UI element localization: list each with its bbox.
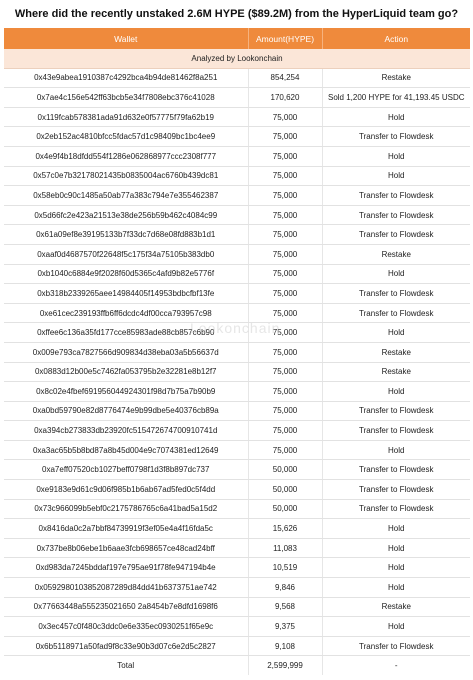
table-row <box>4 382 470 402</box>
table-row <box>4 401 470 421</box>
amount-cell: 75,000 <box>248 303 322 323</box>
col-header-wallet: Wallet <box>4 28 248 49</box>
wallet-cell: 0x737be8b06ebe1b6aae3fcb698657ce48cad24bff <box>4 538 248 558</box>
table-row <box>4 342 470 362</box>
action-cell: Restake <box>322 68 470 88</box>
wallet-cell: 0xa0bd59790e82d8776474e9b99dbe5e40376cb89a <box>4 401 248 421</box>
table-row <box>4 323 470 343</box>
table-row <box>4 186 470 206</box>
wallet-cell: 0x7ae4c156e542ff63bcb5e34f7808ebc376c41028 <box>4 88 248 108</box>
action-cell: Transfer to Flowdesk <box>322 636 470 656</box>
amount-cell: 9,568 <box>248 597 322 617</box>
col-header-action: Action <box>322 28 470 49</box>
action-cell: Hold <box>322 166 470 186</box>
table-row <box>4 617 470 637</box>
analyzed-by-row <box>4 49 470 68</box>
amount-cell: 75,000 <box>248 342 322 362</box>
amount-cell: 75,000 <box>248 225 322 245</box>
wallet-cell: 0x6b5118971a50fad9f8c33e90b3d07c6e2d5c2827 <box>4 636 248 656</box>
wallet-cell: 0x61a09ef8e39195133b7f33dc7d68e08fd883b1d1 <box>4 225 248 245</box>
table-row <box>4 499 470 519</box>
amount-cell: 75,000 <box>248 264 322 284</box>
amount-cell: 50,000 <box>248 499 322 519</box>
wallet-cell: 0xa394cb273833db23920fc515472674700910741d <box>4 421 248 441</box>
wallet-cell: 0xb1040c6884e9f2028f60d5365c4afd9b82e5776f <box>4 264 248 284</box>
action-cell: Transfer to Flowdesk <box>322 499 470 519</box>
action-cell: Hold <box>322 617 470 637</box>
wallet-table <box>4 28 470 675</box>
wallet-cell: 0x009e793ca7827566d909834d38eba03a5b56637d <box>4 342 248 362</box>
wallet-cell: 0x58eb0c90c1485a50ab77a383c794e7e355462387 <box>4 186 248 206</box>
table-row <box>4 460 470 480</box>
action-cell: Restake <box>322 597 470 617</box>
amount-cell: 75,000 <box>248 440 322 460</box>
table-row <box>4 107 470 127</box>
wallet-cell: 0x0883d12b00e5c7462fa053795b2e32281e8b12f7 <box>4 362 248 382</box>
total-label: Total <box>4 656 248 675</box>
action-cell: Transfer to Flowdesk <box>322 401 470 421</box>
action-cell: Transfer to Flowdesk <box>322 127 470 147</box>
wallet-cell: 0xa3ac65b5b8bd87a8b45d004e9c7074381ed12649 <box>4 440 248 460</box>
amount-cell: 75,000 <box>248 166 322 186</box>
table-row <box>4 68 470 88</box>
table-row <box>4 88 470 108</box>
analyzed-by-label: Analyzed by Lookonchain <box>4 49 470 68</box>
amount-cell: 50,000 <box>248 460 322 480</box>
amount-cell: 11,083 <box>248 538 322 558</box>
wallet-cell: 0x57c0e7b32178021435b0835004ac6760b439dc81 <box>4 166 248 186</box>
table-row <box>4 480 470 500</box>
action-cell: Hold <box>322 440 470 460</box>
action-cell: Transfer to Flowdesk <box>322 186 470 206</box>
table-row <box>4 225 470 245</box>
amount-cell: 170,620 <box>248 88 322 108</box>
total-amount: 2,599,999 <box>248 656 322 675</box>
amount-cell: 854,254 <box>248 68 322 88</box>
wallet-cell: 0xffee6c136a35fd177cce85983ade88cb857c6b90 <box>4 323 248 343</box>
table-row <box>4 538 470 558</box>
table-row <box>4 597 470 617</box>
table-row <box>4 440 470 460</box>
table-row <box>4 519 470 539</box>
table-row <box>4 244 470 264</box>
table-row <box>4 284 470 304</box>
amount-cell: 75,000 <box>248 323 322 343</box>
action-cell: Hold <box>322 323 470 343</box>
wallet-cell: 0x43e9abea1910387c4292bca4b94de81462f8a251 <box>4 68 248 88</box>
wallet-cell: 0x3ec457c0f480c3ddc0e6e335ec0930251f65e9c <box>4 617 248 637</box>
wallet-cell: 0xd983da7245bddaf197e795ae91f78fe947194b4e <box>4 558 248 578</box>
action-cell: Hold <box>322 146 470 166</box>
action-cell: Transfer to Flowdesk <box>322 284 470 304</box>
action-cell: Restake <box>322 244 470 264</box>
action-cell: Transfer to Flowdesk <box>322 225 470 245</box>
wallet-cell: 0x73c966099b5ebf0c2175786765c6a41bad5a15d2 <box>4 499 248 519</box>
action-cell: Hold <box>322 382 470 402</box>
amount-cell: 75,000 <box>248 421 322 441</box>
amount-cell: 50,000 <box>248 480 322 500</box>
amount-cell: 75,000 <box>248 284 322 304</box>
wallet-cell: 0x5d66fc2e423a21513e38de256b59b462c4084c99 <box>4 205 248 225</box>
table-row <box>4 166 470 186</box>
amount-cell: 9,108 <box>248 636 322 656</box>
page-title: Where did the recently unstaked 2.6M HYPE ($89.2M) from the HyperLiquid team go? <box>14 8 459 20</box>
wallet-cell: 0xe61cec239193ffb6ff6dcdc4df00cca793957c98 <box>4 303 248 323</box>
action-cell: Hold <box>322 519 470 539</box>
col-header-amount: Amount(HYPE) <box>248 28 322 49</box>
watermark-text: Lookonchain <box>190 320 281 336</box>
action-cell: Transfer to Flowdesk <box>322 421 470 441</box>
wallet-cell: 0x8416da0c2a7bbf84739919f3ef05e4a4f16fda5c <box>4 519 248 539</box>
wallet-cell: 0x0592980103852087289d84dd41b6373751ae742 <box>4 578 248 598</box>
wallet-cell: 0x8c02e4fbef691956044924301f98d7b75a7b90b9 <box>4 382 248 402</box>
amount-cell: 9,375 <box>248 617 322 637</box>
action-cell: Restake <box>322 362 470 382</box>
amount-cell: 75,000 <box>248 127 322 147</box>
table-row <box>4 578 470 598</box>
wallet-cell: 0xa7eff07520cb1027beff0798f1d3f8b897dc737 <box>4 460 248 480</box>
table-row <box>4 205 470 225</box>
total-action: - <box>394 661 398 671</box>
amount-cell: 75,000 <box>248 107 322 127</box>
amount-cell: 15,626 <box>248 519 322 539</box>
amount-cell: 10,519 <box>248 558 322 578</box>
table-row <box>4 303 470 323</box>
action-cell: Hold <box>322 578 470 598</box>
action-cell: Hold <box>322 107 470 127</box>
amount-cell: 75,000 <box>248 362 322 382</box>
table-row <box>4 636 470 656</box>
table-row <box>4 362 470 382</box>
total-row <box>4 656 470 675</box>
action-cell: Transfer to Flowdesk <box>322 303 470 323</box>
action-cell: Hold <box>322 264 470 284</box>
table-row <box>4 127 470 147</box>
amount-cell: 75,000 <box>248 382 322 402</box>
wallet-cell: 0x119fcab578381ada91d632e0f57775f79fa62b19 <box>4 107 248 127</box>
table-row <box>4 264 470 284</box>
wallet-cell: 0xb318b2339265aee14984405f14953bdbcfbf13fe <box>4 284 248 304</box>
amount-cell: 75,000 <box>248 244 322 264</box>
table-row <box>4 558 470 578</box>
wallet-cell: 0x4e9f4b18dfdd554f1286e062868977ccc2308f777 <box>4 146 248 166</box>
action-cell: Transfer to Flowdesk <box>322 480 470 500</box>
action-cell: Transfer to Flowdesk <box>322 460 470 480</box>
table-row <box>4 146 470 166</box>
amount-cell: 75,000 <box>248 401 322 421</box>
table-header-row <box>4 28 470 49</box>
amount-cell: 9,846 <box>248 578 322 598</box>
action-cell: Hold <box>322 558 470 578</box>
wallet-cell: 0xe9183e9d61c9d06f985b1b6ab67ad5fed0c5f4dd <box>4 480 248 500</box>
table-row <box>4 421 470 441</box>
wallet-cell: 0x2eb152ac4810bfcc5fdac57d1c98409bc1bc4ee9 <box>4 127 248 147</box>
action-cell: Sold 1,200 HYPE for 41,193.45 USDC <box>322 88 470 108</box>
action-cell: Transfer to Flowdesk <box>322 205 470 225</box>
wallet-cell: 0x77663448a555235021650 2a8454b7e8dfd1698f6 <box>4 597 248 617</box>
amount-cell: 75,000 <box>248 186 322 206</box>
action-cell: Hold <box>322 538 470 558</box>
wallet-cell: 0xaaf0d4687570f22648f5c175f34a75105b383db0 <box>4 244 248 264</box>
amount-cell: 75,000 <box>248 205 322 225</box>
amount-cell: 75,000 <box>248 146 322 166</box>
action-cell: Restake <box>322 342 470 362</box>
